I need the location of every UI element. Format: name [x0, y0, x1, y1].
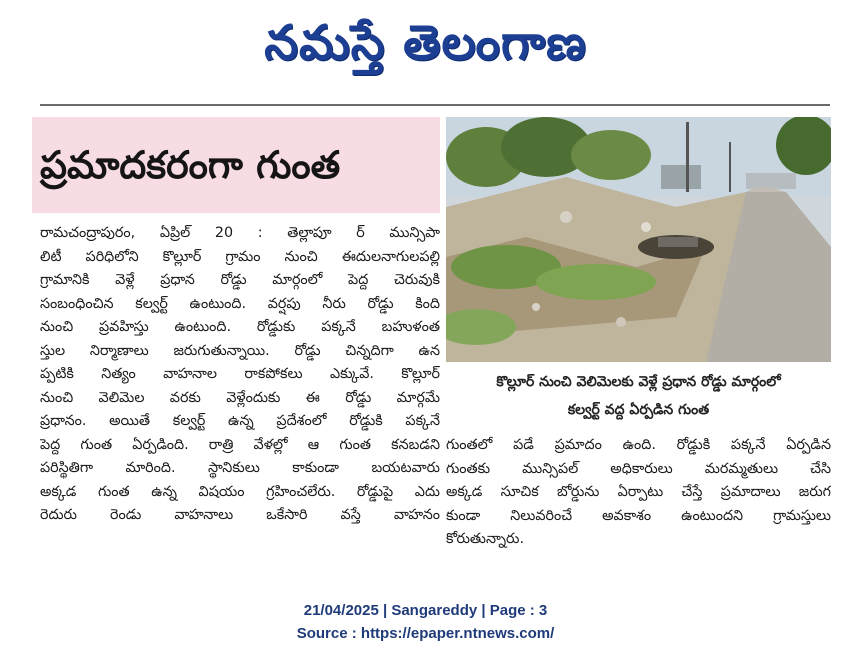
body-line: ప్పటికి నిత్యం వాహనాల రాకపోకలు ఎక్కువే. కొల్లూర్	[40, 366, 440, 382]
article-headline: ప్రమాదకరంగా గుంత	[40, 143, 341, 187]
body-line: లిటీ పరిధిలోని కొల్లూర్ గ్రామం నుంచి ఈదులనాగులపల్లి	[40, 248, 440, 265]
header-divider	[40, 104, 830, 106]
photo-caption-line: కల్వర్ట్ వద్ద ఏర్పడిన గుంత	[567, 402, 710, 418]
body-line: రెదురు రెండు వాహనాలు ఒకేసారి వస్తే వాహనం	[40, 507, 440, 523]
body-line: స్తుల నిర్మాణాలు జరుగుతున్నాయి. రోడ్డు చిన్నదిగా ఉన	[40, 342, 440, 359]
body-line: పరిస్థితిగా మారింది. స్థానికులు కాకుండా బయటవారు	[40, 460, 440, 476]
article-photo	[446, 117, 831, 362]
body-line: కోరుతున్నారు.	[446, 531, 525, 547]
photo-caption-line: కొల్లూర్ నుంచి వెలిమెలకు వెళ్లే ప్రధాన రోడ్డు మార్గంలో	[496, 374, 781, 390]
body-line: రామచంద్రాపురం, ఏప్రిల్ 20 : తెల్లాపూ ర్ మున్సిపా	[40, 225, 440, 241]
article-body-left-column	[40, 222, 440, 528]
body-line: గ్రామానికి వెళ్లే ప్రధాన రోడ్డు మార్గంలో పెద్ద చెరువుకి	[40, 272, 440, 288]
masthead-title: నమస్తే తెలంగాణ	[264, 15, 587, 71]
newspaper-masthead	[0, 0, 851, 92]
body-line: కుండా నిలువరించే అవకాశం ఉంటుందని గ్రామస్తులు	[446, 507, 831, 524]
body-line: గుంతలో పడే ప్రమాదం ఉంది. రోడ్డుకి పక్కనే ఏర్పడిన	[446, 437, 831, 453]
body-line: నుంచి ప్రవహిస్తు ఉంటుంది. రోడ్డుకు పక్కనే బహుళంత	[40, 319, 440, 335]
body-line: అక్కడ సూచిక బోర్డును ఏర్పాటు చేస్తే ప్రమాదాలు జరుగ	[446, 484, 831, 500]
body-line: నుంచి వెలిమెల వరకు వెళ్లేందుకు ఈ రోడ్డు మార్గమే	[40, 389, 440, 406]
photo-caption	[446, 368, 831, 424]
body-line: పెద్ద గుంత ఏర్పడింది. రాత్రి వేళల్లో ఆ గుంత కనబడని	[40, 436, 440, 453]
roadside-pothole-photo	[446, 117, 831, 362]
article-body-right-column	[446, 434, 831, 552]
body-line: గుంతకు మున్సిపల్ అధికారులు మరమ్మతులు చేసి	[446, 460, 831, 477]
body-line: సంబంధించిన కల్వర్ట్ ఉంటుంది. వర్షపు నీరు రోడ్డు కింది	[40, 295, 440, 312]
footer-source-link[interactable]: Source : https://epaper.ntnews.com/	[296, 625, 555, 642]
body-line: అక్కడ గుంత ఉన్న విషయం గ్రహించలేరు. రోడ్డుపై ఎదు	[40, 483, 440, 500]
footer-edition-info: 21/04/2025 | Sangareddy | Page : 3	[303, 602, 548, 619]
body-line: ప్రధానం. అయితే కల్వర్ట్ ఉన్న ప్రదేశంలో రోడ్డుకి పక్కనే	[40, 413, 440, 429]
